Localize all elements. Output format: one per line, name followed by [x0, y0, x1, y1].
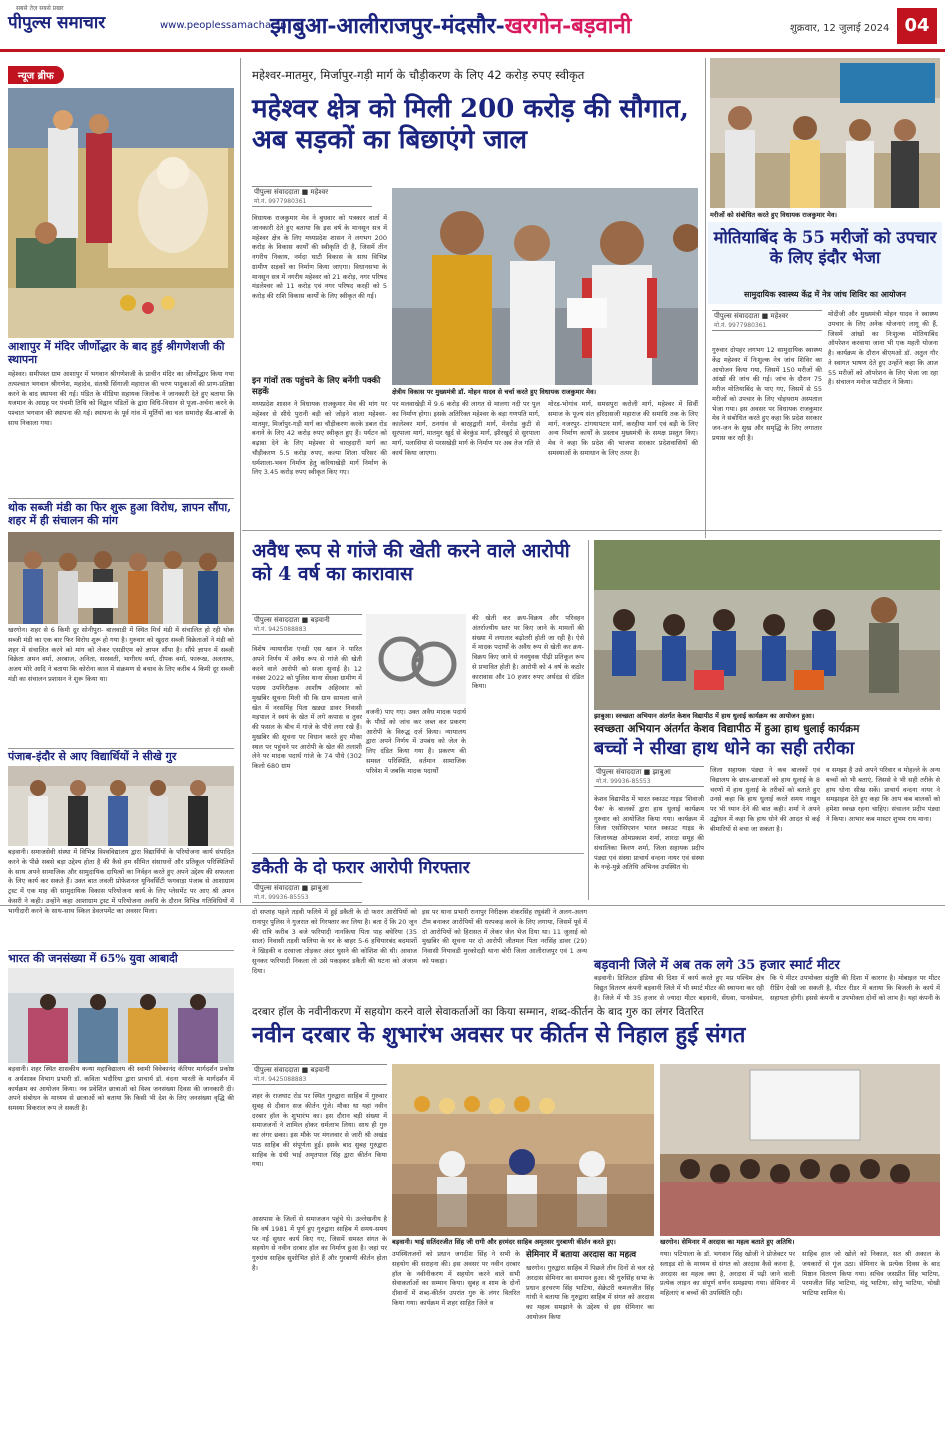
newspaper-logo: पीपुल्स समाचार — [8, 13, 106, 33]
seminar-photo-caption: खरगोन। सेमिनार में अरदास का महत्व बताते हुए अतिथि। — [660, 1238, 795, 1246]
top-story-headline: महेश्वर क्षेत्र को मिली 200 करोड़ की सौगात, अब सड़कों का बिछाएंगे जाल — [252, 94, 689, 156]
logo-tagline: सबसे तेज़ सबसे प्रखर — [16, 5, 64, 12]
top-story-body4: मोरड-भोगांव मार्ग, समसपुरा करोली मार्ग, महेश्वर में सिर्वी समाज के पूज्य संत हरिदासजी महाराज की समाधि तक के लिए मार्ग, नजरपुर- टांगयापटार मार्ग, करहीया मार्ग एवं बड़ी के लिए अन्य निर्माण कार्यों के प्रस्ताव मुख्यमंत्री के समक्ष प्रस्तुत किए। मेव ने कहा कि प्रदेश की भाजपा सरकार प्रदेशवासियों की समस्याओं के समाधान के लिए तत्पर है। — [548, 400, 698, 457]
kirtan-body3: आसपास के जिलों से समाजजन पहुंचे थे। उल्लेखनीय है कि वर्ष 1981 में पूर्ण हुए गुरुद्वारा साहिब में समय-समय पर नई सुधार कार्य किए गए, जिसमें समस्त संगत के सहयोग से नवीन दरबार हॉल का निर्माण हुआ है। जहां पर गुरुग्रंथ साहिब सुशोभित होते हैं और गुरबाणी कीर्तन होता है। — [252, 1215, 387, 1272]
brief4-headline: भारत की जनसंख्या में 65% युवा आबादी — [8, 952, 178, 965]
seminar-body2: गया। पटियाला के डॉ. भगवान सिंह खोजी ने प्रोजेक्टर पर स्लाइड शो के माध्यम से संगत को अरदास कैसे करना है, अरदास का महत्व क्या है, अरदास में पढ़ी जाने वाली प्रत्येक लाइन का संपूर्ण वर्णन समझाया गया। सेमिनार में महिलाएं व बच्चों की उपस्थिति रही। — [660, 1250, 795, 1297]
ganja-byline: पीपुल्स संवाददाता ■ बड़वानी मो.नं. 9425088883 — [252, 614, 362, 635]
ganesh-temple-photo — [8, 88, 234, 338]
dacoity-headline: डकैती के दो फरार आरोपी गिरफ्तार — [252, 858, 470, 878]
handwash-headline: बच्चों ने सीखा हाथ धोने का सही तरीका — [594, 738, 855, 759]
kirtan-byline: पीपुल्स संवाददाता ■ बड़वानी मो.नं. 9425088883 — [252, 1064, 387, 1085]
handwash-photo-caption: झाबुआ। स्वच्छता अभियान अंतर्गत केशव विद्यापीठ में हाथ धुलाई कार्यक्रम का आयोजन हुआ। — [594, 712, 815, 720]
dacoity-byline: पीपुल्स संवाददाता ■ झाबुआ मो.नं. 99936-85553 — [252, 882, 362, 903]
top-story-photo-caption: क्षेत्रीय विकास पर मुख्यमंत्री डॉ. मोहन यादव से चर्चा करते हुए विधायक राजकुमार मेव। — [392, 388, 597, 396]
handwash-body2: जिला सहायक पंड्या ने कब बालकों एवं विद्यालय के छात्र-छात्राओं को हाथ धुलाई के 8 चरणों में हाथ धुलाई के तरीकों को बताते हुए उनसे कहा कि हाथ धुलाई करते समय नाखून पर भी ध्यान देने की बात कही। शर्मा ने अपने उद्बोधन में कहा कि हाथ धोने की आदत से कई बीमारियों से बचा जा सकता है। — [710, 766, 820, 833]
brief1-body: महेश्वर। समीपस्त ग्राम आशापुर में भगवान श्रीगणेशजी के प्राचीन मंदिर का जीर्णोद्धार किया गया तत्पश्चात भगवान श्रीगणेश, महादेव, संतश्री सिंगाजी महाराज की चरण पादुकाओं की प्राण-प्रतिष्ठा करने के बाद स्थापना की गई। पंडित के मीडिया सहायक जिलोक ने जानकारी देते हुए बताया कि यजमान के आग्रह पर पंचमी तिथि को विद्वान पंडितों के द्वारा विधि-विधान से पूजा-अर्चना करने के पश्चात भगवान की स्थापना की गई। स्थापना के पूर्व गांव में मूर्तियों का चल समारोह बैंड-बाजों के साथ निकाला गया। — [8, 370, 234, 427]
kirtan-body1: शहर के राजघाट रोड पर स्थित गुरुद्वारा साहिब में गुरुवार सुबह से दीवान सज कीर्तन गूंजे। मौका था यहां नवीन दरबार हॉल के शुभारंभ का। इस दौरान बड़ी संख्या में समाजजनों ने शामिल होकर धर्मलाभ लिया। साथ ही गुरु का लंगर छका। इस मौके पर मंगलवार से जारी श्री अखंड पाठ साहिब की संपूर्णता हुई। इसके बाद सुबह गुरुद्वारा साहिब के ग्रंथी भाई अमृतपाल सिंह द्वारा कीर्तन किया गया। — [252, 1092, 387, 1169]
handwash-kicker: स्वच्छता अभियान अंतर्गत केशव विद्यापीठ में हुआ हाथ धुलाई कार्यक्रम — [594, 723, 860, 735]
cataract-body1: गुरुवार दोपहर लगभग 12 सामुदायिक स्वास्थ्य केंद्र महेश्वर में निःशुल्क नेत्र जांच शिविर का आयोजन किया गया, जिसमें 150 मरीजों की आंखों की जांच की गई। जांच के दौरान 75 मरीज मोतियाबिंद के पाए गए, जिसमें से 55 मरीजों को उपचार के लिए चोइथराम अस्पताल भेजा गया। इस अवसर पर विधायक राजकुमार मेव ने संबोधित करते हुए कहा कि प्रदेश सरकार जन-जन के सुख और समृद्धि के लिए लगातार प्रयास कर रही है। — [712, 346, 822, 442]
issue-date: शुक्रवार, 12 जुलाई 2024 — [790, 23, 890, 34]
cataract-headline: मोतियाबिंद के 55 मरीजों को उपचार के लिए इंदौर भेजा — [713, 228, 937, 267]
top-story-subhead: इन गांवों तक पहुंचने के लिए बनेंगी पक्की सड़कें — [252, 376, 381, 397]
kirtan-photo-caption: बड़वानी। भाई सतिंदरजीत सिंह जी रागी और हरमंदर साहिब अमृतसर गुरबाणी कीर्तन करते हुए। — [392, 1238, 616, 1246]
cataract-subhead: सामुदायिक स्वास्थ्य केंद्र में नेत्र जांच शिविर का आयोजन — [744, 290, 906, 299]
handcuffs-photo — [366, 614, 466, 704]
brief1-headline: आशापुर में मंदिर जीर्णोद्धार के बाद हुई श्रीगणेशजी की स्थापना — [8, 340, 225, 367]
ardaas-seminar-photo — [660, 1064, 940, 1236]
top-story-body3: पर मलवाखेड़ी में 9.6 करोड़ की लागत से मालगा नदी पर पुल का निर्माण होगा। इसके अतिरिक्त महेश्वर के बड़ा गणपति मार्ग, कालेश्वर मार्ग, ठनगांव से बारहद्वारी मार्ग, मेनरोड कुटी से सुरपाला मार्ग, मातमुर खुर्द से बेरकुंड मार्ग, झीरखुर्द से सुरपाला मार्ग, पलासिया से परसखेड़ी मार्ग के निर्माण पर अब तेज गति से कार्य किया जाएगा। — [392, 400, 540, 457]
brief4-body: बड़वानी। शहर स्थित शासकीय कन्या महाविद्यालय की स्वामी विवेकानंद कॅरियर मार्गदर्शन प्रकोष्ठ व अर्थशास्त्र विभाग प्रभारी डॉ. कविता भदौरिया द्वारा प्राचार्य डॉ. वंदना भारती के मार्गदर्शन में कार्यक्रम का आयोजन किया। नव प्रवेशित छात्राओं को विश्व जनसंख्या दिवस की जानकारी दी। अपने संबोधन के माध्यम से छात्राओं को बताया कि किसी भी देश के लिए जनसंख्या वृद्धि की समस्या विकराल रूप ले सकती है। — [8, 1065, 234, 1112]
top-story-body2: मध्यप्रदेश शासन ने विधायक राजकुमार मेव की मांग पर महेश्वर से सीधे पुरानी बड़ी को जोड़ने वाला महेश्वर-मातमुर, मिर्जापुर-गड़ी मार्ग का चौड़ीकरण करके डबल रोड बनाने के लिए 42 करोड़ रुपए स्वीकृत हुए हैं। पर्यटन को बढ़ावा देने के लिए महेश्वर से चारहदारी मार्ग का चौड़ीकरण 5.5 करोड़ रुपए, कल्पा शिला परिसर की धर्मशाला-भवन निर्माण हेतु करियाखेड़ी मार्ग निर्माण के लिए 3.45 करोड़ रुपए स्वीकृत किए गए। — [252, 400, 387, 477]
seminar-body1: खरगोन। गुरुद्वारा साहिब में पिछले तीन दिनों से चल रहे अरदास सेमिनार का समापन हुआ। श्री गुरुसिंह सभा के प्रधान हरचरण सिंह भाटिया, सेक्रेटरी कमलजीत सिंह गांधी ने बताया कि गुरुद्वारा साहिब में संगत को अरदास का महत्व समझाने के उद्देश्य से इस सेमिनार का आयोजन किया — [526, 1264, 654, 1321]
brief3-body: बड़वानी। समाजसेवी संस्था में विभिन्न विश्वविद्यालय द्वारा विद्यार्थियों के परियोजना कार्य संपादित करने के पीछे सबसे बड़ा उद्देश्य होता है की कैसे हम सीमित संसाधनों और प्रतिकूल परिस्थितियों के साथ अपने सामाजिक और सामुदायिक दायित्वों का निर्वहन करते हुए अपने उद्देश्य की सफलता के लिए कार्य कर सकते हैं। उक्त बात लवली प्रोफेशनल यूनिवर्सिटी फगवाड़ा पंजाब से आशाग्राम ट्रस्ट में एक माह की सामुदायिक विकास परियोजना कार्य के लिए प्लेसमेंट पर आए श्री अमन केसरी ने कही। उन्होंने कहा आशाग्राम ट्रस्ट में परियोजना अवधि के दौरान विभिन्न गतिविधियों में भागीदारी करने के साथ-साथ स्किल डेवलपमेंट का अवसर मिला। — [8, 848, 234, 915]
smartmeter-headline: बड़वानी जिले में अब तक लगे 35 हजार स्मार्ट मीटर — [594, 958, 840, 973]
vegetable-market-protest-photo — [8, 532, 234, 624]
column-divider — [705, 58, 706, 538]
ganja-body3: की खेती कर क्रय-विक्रय और परिवहन अंतर्राज्यीय स्तर पर किए जाने के मामलों की संख्या में लगातार बढ़ोतरी होती जा रही है। ऐसे में मादक पदार्थों के अवैध रूप से खेती कर क्रय-विक्रय किए जाने से नवयुवक पीढ़ी प्रतिकूल रूप से प्रभावित होती है। आरोपी को 4 वर्ष के कठोर कारावास और 10 हजार रुपए अर्थदंड से दंडित किया। — [472, 614, 584, 691]
column-divider — [240, 58, 241, 903]
brief2-headline: थोक सब्जी मंडी का फिर शुरू हुआ विरोध, ज्ञापन सौंपा, शहर में ही संचालन की मांग — [8, 501, 232, 528]
kirtan-headline: नवीन दरबार के शुभारंभ अवसर पर कीर्तन से निहाल हुई संगत — [252, 1022, 746, 1048]
brief2-body: खरगोन। शहर से 6 किमी दूर सोनीपुरा- बालवाडी में स्थित मिर्च मंडी में संचालित हो रही थोक सब्जी मंडी का एक बार फिर विरोध शुरू हो गया है। गुरुवार को खुदरा सब्जी विक्रेताओं ने मंडी को शहर में संचालित करने को मांग को लेकर एसडीएम को ज्ञापन सौंपा है। सौंपे ज्ञापन में सब्जी विक्रेता अमन वर्मा, अरबाज, अनिता, सरस्वती, भागीरथ वर्मा, दीपक वर्मा, फारूख, अलताफ, अजय मोरे आदि ने बताया कि कोरोना काल में संक्रमण से बचाव के लिए करीब 4 किमी दूर सब्जी मंडी का संचालन प्रशासन ने शुरू किया था। — [8, 626, 234, 683]
eye-camp-photo — [710, 58, 940, 208]
section-divider — [242, 530, 942, 531]
college-seminar-photo — [8, 968, 234, 1063]
seminar-body3: साहिब हाल जो खोले को निकाल, सत श्री अकाल के जयकारों से गूंज उठा। सेमिनार के प्रत्येक दिवस के बाद मिष्ठान वितरण किया गया। सचिव जसप्रीत सिंह भाटिया, परमजीत सिंह भाटिया, मंदू भाटिया, सोनू भाटिया, चोखी भाटिया शामिल थे। — [802, 1250, 940, 1297]
gurudwara-kirtan-photo — [392, 1064, 654, 1236]
top-story-byline: पीपुल्स संवाददाता ■ महेश्वर मो.नं. 9977980361 — [252, 186, 372, 207]
students-punjab-indore-photo — [8, 766, 234, 846]
masthead — [0, 0, 945, 52]
cataract-body2: मोदीजी और मुख्यमंत्री मोहन यादव ने स्वास्थ्य उपचार के लिए अनेक योजनाएं लागू की हैं, जिसमें आंखों का निःशुल्क मोतियाबिंद ऑपरेशन करवाया जाना भी एक महती योजना है। कार्यक्रम के दौरान बीएमओ डॉ. अतुल गौर ने स्वागत भाषण देते हुए उन्होंने कहा कि आज 55 मरीजों को ऑपरेशन के लिए भेजा जा रहा है। संचालन मनोज पाटीदार ने किया। — [828, 310, 938, 387]
handwash-byline: पीपुल्स संवाददाता ■ झाबुआ मो.नं. 99936-85553 — [594, 766, 704, 787]
news-brief-label: न्यूज ब्रीफ — [8, 66, 64, 84]
page-number: 04 — [897, 8, 937, 44]
seminar-subhead: सेमिनार में बताया अरदास का महत्व — [526, 1250, 637, 1260]
kirtan-body2: उपस्थितजनों को प्रधान जगदीश सिंह ने सभी के सहयोग की सराहना की। इस अवसर पर नवीन दरबार हॉल के नवीनीकरण में सहयोग करने वाले सभी सेवाकर्ताओं का सम्मान किया। सुबह व शाम के दोनों दीवानों में शब्द-कीर्तन उपरांत गुरु के लंगर वितरित किया गया। कार्यक्रम में शहर साहित जिले व — [392, 1250, 520, 1307]
ganja-body2: वजनी) पाए गए। उक्त अवैध मादक पदार्थ के पौधों को जांच कर जब्त कर प्रकरण आरोपी के विरुद्ध दर्ज किया। न्यायालय द्वारा अपने निर्णय में उपबंध को जेल के लिए दंडित किया गया है। प्रकरण की समस्त परिस्थिति, वर्तमान सामाजिक परिवेश में जबकि मादक पदार्थों — [366, 708, 466, 775]
handwash-body1: केशव विद्यापीठ में भारत स्काउट गाइड 'शिवाजी पैक' के बालकों द्वारा हाथ धुलाई कार्यक्रम गुरुवार को आयोजित किया गया। कार्यक्रम में जिला एसोसिएशन भारत स्काउट गाइड के जिलाध्यक्ष ओमप्रकाश शर्मा, शारदा समूह की संचालिका किरण शर्मा, जिला सहायक प्रदीप पंड्या एवं संस्था प्राचार्य वन्दना नायर एवं संस्था के नन्हे-मुन्ने अतिथि अभिनव उपस्थित थे। — [594, 795, 704, 872]
dacoity-body1: दो सप्ताह पहले तड़वी फलिये में हुई डकैती के दो फरार आरोपियों को रानापुर पुलिस ने गुजरात को गिरफ्तार कर लिया है। बता दें कि 20 जून की रात्रि करीब 3 बजे फरियादी नानकिया पिता पाह बघेरिया (35 साल) निवासी तड़वी फलिया के घर के बाहर 5-6 हथियारबंद बदमाशों ने खिड़की व दरवाजा तोड़कर अंदर घुसने की कोशिश की थी। आवाज सुनकर फरियादी निकला तो उसे पकड़कर डकैती की घटना को अंजाम दिया। — [252, 908, 417, 975]
top-story-kicker: महेश्वर-मातमुर, मिर्जापुर-गड़ी मार्ग के चौड़ीकरण के लिए 42 करोड़ रुपए स्वीकृत — [252, 68, 585, 82]
smartmeter-body1: बड़वानी। डिजिटल इंडिया की दिशा में कार्य करते हुए मप्र पश्चिम क्षेत्र विद्युत वितरण कंपनी बड़वानी जिले में भी स्मार्ट मीटर की स्थापना कर रही है। जिले में भी 35 हजार से ज्यादा मीटर बड़वानी, सेंधवा, पानसेमल, — [594, 974, 764, 1002]
top-story-body1: विधायक राजकुमार मेव ने बुधवार को पत्रकार वार्ता में जानकारी देते हुए बताया कि इस वर्ष के मानसून सत्र में महेश्वर क्षेत्र के लिए मध्यप्रदेश शासन ने लगभग 200 करोड़ के विकास कार्यों की स्वीकृति दी है, जिसमें तीन नगरीय निकाय, नर्मदा घाटी विकास के साथ विभिन्न ग्रामीण सड़कों का निर्माण किया जाएगा। विधानसभा के मानसून सत्र में नगरीय महेश्वर को 21 करोड़, नगर परिषद मंडलेश्वर को 11 करोड़ एवं नगर परिषद करही को 5 करोड़ की राशि विकास कार्यों के लिए स्वीकृत की गई। — [252, 214, 387, 300]
brief3-headline: पंजाब-इंदौर से आए विद्यार्थियों ने सीखे गुर — [8, 750, 177, 763]
ganja-headline: अवैध रूप से गांजे की खेती करने वाले आरोपी को 4 वर्ष का कारावास — [252, 540, 570, 585]
handwash-program-photo — [594, 540, 940, 710]
dacoity-body2: इस पर थाना प्रभारी रानापुर निरीक्षक शंकरसिंह रघुवंशी ने अलग-अलग टीम बनाकर आरोपियों की धरपकड़ करने के लिए लगाया, जिसमें पूर्व में दो आरोपियों को हिरासत में लेकर जेल भेज दिया था। 11 जुलाई को मुखबिर की सूचना पर दो आरोपी जीतमल पिता नरसिंह डावर (29) निवासी नियावडी मुरकोदड़ी थाना बोरी जिला आलीराजपुर एवं 1 अन्य को पकड़ा। — [422, 908, 587, 965]
smartmeter-body2: कि ये मीटर उपभोक्ता संतुष्टि की दिशा में कारगर है। मोबाइल पर मीटर रीडिंग देखी जा सकती है, मीटर रीडर में बताया कि बिजली के कार्य में सहायता होगी। इससे कंपनी व उपभोक्ता दोनों को लाभ है। यहां कंपनी के — [770, 974, 940, 1002]
kirtan-kicker: दरबार हॉल के नवीनीकरण में सहयोग करने वाले सेवाकर्ताओं का किया सम्मान, शब्द-कीर्तन के बाद गुरु का लंगर वितरित — [252, 1006, 704, 1018]
page-title: झाबुआ-आलीराजपुर-मंदसौर-खरगोन-बड़वानी — [270, 13, 632, 39]
mla-meets-cm-photo — [392, 188, 698, 385]
ganja-body1: विशेष न्यायाधीश एनडी एस खान ने पारित अपने निर्णय में अवैध रूप से गांजे की खेती करने वाले आरोपी को सजा सुनाई है। 12 नवंबर 2022 को पुलिस थाना सेंधवा ग्रामीण में पदस्थ उपनिरीक्षक आशीष अहिरवार को मुखबिर सूचना मिली थी कि ग्राम सामला वाले खेत में नरसमिंह पिता खड्या डावर निवासी मड़पाल ने स्वयं के खेत में लगे कपास व तुवर की फसल के बीच में गांजे के पौधे लगा रखे हैं। मुखबिर की सूचना पर विधान करते हुए मौका स्थल पर पहुंचने पर आरोपी के खेत की तलाशी लेने पर मादक पदार्थ गांजे के 74 पौधे (302 किलो 680 ग्राम — [252, 645, 362, 770]
column-divider — [588, 540, 589, 900]
eye-camp-photo-caption: मरीजों को संबोधित करते हुए विधायक राजकुमार मेव। — [710, 211, 837, 219]
website-link[interactable]: www.peoplessamachar.in — [160, 20, 287, 31]
cataract-byline: पीपुल्स संवाददाता ■ महेश्वर मो.नं. 9977980361 — [712, 310, 822, 331]
handwash-body3: व समझा है उसे अपने परिवार व मोहल्ले के अन्य बच्चों को भी बताएं, जिससे वे भी सही तरीके से हाथ धोना सीख सकें। प्राचार्य वन्दना नायर ने समझाइश देते हुए कहा कि आप कब बालकों को हमेशा स्वच्छ रहना चाहिए। संचालन प्रदीप पंड्या ने किया। आभार कब मास्टर शुभम राय माना। — [826, 766, 940, 823]
